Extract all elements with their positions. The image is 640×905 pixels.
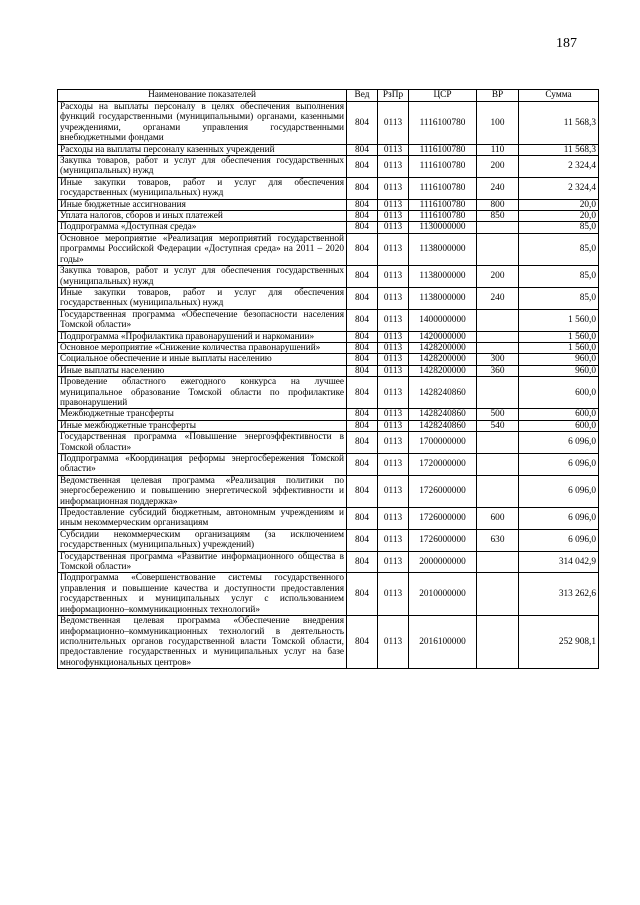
header-csr: ЦСР <box>409 90 477 102</box>
row-rzpr-cell: 0113 <box>378 177 409 199</box>
row-name-cell: Субсидии некоммерческим организациям (за исключением государственных (муниципальных) учреждений) <box>58 529 347 551</box>
table-row <box>58 529 599 551</box>
row-rzpr-cell: 0113 <box>378 475 409 507</box>
row-vr-cell: 850 <box>477 211 519 222</box>
row-name-cell: Государственная программа «Обеспечение безопасности населения Томской области» <box>58 309 347 331</box>
row-rzpr-cell: 0113 <box>378 211 409 222</box>
row-vr-cell <box>477 377 519 409</box>
row-vr-cell <box>477 573 519 616</box>
row-sum-cell: 85,0 <box>519 222 599 233</box>
row-rzpr-cell: 0113 <box>378 616 409 669</box>
row-rzpr-cell: 0113 <box>378 508 409 530</box>
row-vr-cell <box>477 342 519 353</box>
row-ved-cell: 804 <box>347 222 378 233</box>
row-name-cell: Межбюджетные трансферты <box>58 409 347 420</box>
row-rzpr-cell: 0113 <box>378 529 409 551</box>
row-ved-cell: 804 <box>347 177 378 199</box>
row-vr-cell <box>477 616 519 669</box>
table-row <box>58 354 599 365</box>
row-vr-cell: 300 <box>477 354 519 365</box>
row-rzpr-cell: 0113 <box>378 365 409 376</box>
row-name-cell: Иные бюджетные ассигнования <box>58 199 347 210</box>
row-sum-cell: 6 096,0 <box>519 432 599 454</box>
row-sum-cell: 252 908,1 <box>519 616 599 669</box>
row-sum-cell: 11 568,3 <box>519 144 599 155</box>
row-name-cell: Основное мероприятие «Снижение количества правонарушений» <box>58 342 347 353</box>
row-rzpr-cell: 0113 <box>378 199 409 210</box>
row-name-cell: Закупка товаров, работ и услуг для обеспечения государственных (муниципальных) нужд <box>58 156 347 178</box>
row-sum-cell: 20,0 <box>519 199 599 210</box>
row-name-cell: Предоставление субсидий бюджетным, автономным учреждениям и иным некоммерческим организациям <box>58 508 347 530</box>
row-csr-cell: 1130000000 <box>409 222 477 233</box>
row-sum-cell: 600,0 <box>519 420 599 431</box>
row-rzpr-cell: 0113 <box>378 342 409 353</box>
row-csr-cell: 1116100780 <box>409 156 477 178</box>
row-csr-cell: 1138000000 <box>409 266 477 288</box>
row-vr-cell <box>477 475 519 507</box>
table-row <box>58 102 599 145</box>
row-rzpr-cell: 0113 <box>378 331 409 342</box>
row-rzpr-cell: 0113 <box>378 287 409 309</box>
row-ved-cell: 804 <box>347 354 378 365</box>
row-name-cell: Основное мероприятие «Реализация мероприятий государственной программы Российской Федерации «Доступная среда» на 2011 – 2020 годы» <box>58 233 347 265</box>
row-vr-cell: 360 <box>477 365 519 376</box>
row-ved-cell: 804 <box>347 529 378 551</box>
row-vr-cell: 110 <box>477 144 519 155</box>
row-vr-cell: 240 <box>477 177 519 199</box>
row-name-cell: Ведомственная целевая программа «Реализация политики по энергосбережению и повышению энергетической эффективности и информационная поддержка» <box>58 475 347 507</box>
table-row <box>58 266 599 288</box>
row-sum-cell: 11 568,3 <box>519 102 599 145</box>
row-sum-cell: 6 096,0 <box>519 475 599 507</box>
row-vr-cell <box>477 222 519 233</box>
row-name-cell: Иные закупки товаров, работ и услуг для обеспечения государственных (муниципальных) нужд <box>58 177 347 199</box>
row-rzpr-cell: 0113 <box>378 454 409 476</box>
row-csr-cell: 1116100780 <box>409 211 477 222</box>
row-name-cell: Закупка товаров, работ и услуг для обеспечения государственных (муниципальных) нужд <box>58 266 347 288</box>
row-ved-cell: 804 <box>347 377 378 409</box>
row-vr-cell: 200 <box>477 156 519 178</box>
header-name: Наименование показателей <box>58 90 347 102</box>
row-ved-cell: 804 <box>347 199 378 210</box>
row-name-cell: Государственная программа «Развитие информационного общества в Томской области» <box>58 551 347 573</box>
row-name-cell: Подпрограмма «Доступная среда» <box>58 222 347 233</box>
row-vr-cell: 500 <box>477 409 519 420</box>
row-csr-cell: 1400000000 <box>409 309 477 331</box>
row-ved-cell: 804 <box>347 102 378 145</box>
row-vr-cell: 200 <box>477 266 519 288</box>
table-row <box>58 177 599 199</box>
row-vr-cell <box>477 233 519 265</box>
table-row <box>58 199 599 210</box>
row-ved-cell: 804 <box>347 432 378 454</box>
row-name-cell: Подпрограмма «Совершенствование системы государственного управления и повышение качества и доступности предоставления государственных и муниципальных услуг с использованием информационно–коммуникационных технологий» <box>58 573 347 616</box>
row-ved-cell: 804 <box>347 551 378 573</box>
row-rzpr-cell: 0113 <box>378 354 409 365</box>
table-row <box>58 573 599 616</box>
row-ved-cell: 804 <box>347 365 378 376</box>
row-ved-cell: 804 <box>347 420 378 431</box>
row-rzpr-cell: 0113 <box>378 222 409 233</box>
table-row <box>58 309 599 331</box>
row-csr-cell: 1726000000 <box>409 475 477 507</box>
row-name-cell: Иные межбюджетные трансферты <box>58 420 347 431</box>
row-csr-cell: 1428240860 <box>409 377 477 409</box>
table-row <box>58 508 599 530</box>
row-ved-cell: 804 <box>347 156 378 178</box>
table-row <box>58 144 599 155</box>
row-vr-cell: 100 <box>477 102 519 145</box>
row-ved-cell: 804 <box>347 454 378 476</box>
row-csr-cell: 1428200000 <box>409 342 477 353</box>
table-row <box>58 222 599 233</box>
row-csr-cell: 1138000000 <box>409 233 477 265</box>
table-row <box>58 420 599 431</box>
table-row <box>58 342 599 353</box>
table-row <box>58 287 599 309</box>
row-csr-cell: 1726000000 <box>409 529 477 551</box>
row-name-cell: Иные выплаты населению <box>58 365 347 376</box>
row-name-cell: Уплата налогов, сборов и иных платежей <box>58 211 347 222</box>
row-sum-cell: 600,0 <box>519 377 599 409</box>
row-csr-cell: 1116100780 <box>409 177 477 199</box>
row-vr-cell <box>477 454 519 476</box>
row-rzpr-cell: 0113 <box>378 309 409 331</box>
row-ved-cell: 804 <box>347 266 378 288</box>
row-sum-cell: 85,0 <box>519 266 599 288</box>
row-csr-cell: 1428240860 <box>409 409 477 420</box>
row-vr-cell: 240 <box>477 287 519 309</box>
row-rzpr-cell: 0113 <box>378 377 409 409</box>
row-vr-cell <box>477 551 519 573</box>
table-row <box>58 616 599 669</box>
row-sum-cell: 85,0 <box>519 233 599 265</box>
row-rzpr-cell: 0113 <box>378 551 409 573</box>
row-sum-cell: 6 096,0 <box>519 508 599 530</box>
table-row <box>58 475 599 507</box>
row-csr-cell: 1726000000 <box>409 508 477 530</box>
header-sum: Сумма <box>519 90 599 102</box>
row-sum-cell: 1 560,0 <box>519 331 599 342</box>
row-sum-cell: 1 560,0 <box>519 309 599 331</box>
row-vr-cell: 630 <box>477 529 519 551</box>
row-name-cell: Ведомственная целевая программа «Обеспечение внедрения информационно–коммуникационных технологий в деятельность исполнительных органов государственной власти Томской области, предоставление государственных и муниципальных услуг на базе многофункциональных центров» <box>58 616 347 669</box>
row-ved-cell: 804 <box>347 475 378 507</box>
table-row <box>58 156 599 178</box>
table-row <box>58 233 599 265</box>
table-row <box>58 551 599 573</box>
table-row <box>58 409 599 420</box>
row-csr-cell: 1116100780 <box>409 199 477 210</box>
row-ved-cell: 804 <box>347 573 378 616</box>
row-vr-cell: 600 <box>477 508 519 530</box>
row-csr-cell: 1720000000 <box>409 454 477 476</box>
row-sum-cell: 600,0 <box>519 409 599 420</box>
row-sum-cell: 2 324,4 <box>519 156 599 178</box>
row-vr-cell <box>477 309 519 331</box>
row-sum-cell: 20,0 <box>519 211 599 222</box>
row-rzpr-cell: 0113 <box>378 144 409 155</box>
row-csr-cell: 1116100780 <box>409 102 477 145</box>
row-csr-cell: 2010000000 <box>409 573 477 616</box>
table-row <box>58 454 599 476</box>
row-csr-cell: 1138000000 <box>409 287 477 309</box>
row-rzpr-cell: 0113 <box>378 102 409 145</box>
row-vr-cell <box>477 331 519 342</box>
header-rzpr: РзПр <box>378 90 409 102</box>
row-csr-cell: 1428240860 <box>409 420 477 431</box>
row-sum-cell: 314 042,9 <box>519 551 599 573</box>
table-header-row <box>58 90 599 102</box>
table-row <box>58 331 599 342</box>
row-ved-cell: 804 <box>347 508 378 530</box>
row-name-cell: Государственная программа «Повышение энергоэффективности в Томской области» <box>58 432 347 454</box>
row-ved-cell: 804 <box>347 331 378 342</box>
row-ved-cell: 804 <box>347 409 378 420</box>
row-name-cell: Расходы на выплаты персоналу казенных учреждений <box>58 144 347 155</box>
row-sum-cell: 1 560,0 <box>519 342 599 353</box>
row-rzpr-cell: 0113 <box>378 156 409 178</box>
row-csr-cell: 1700000000 <box>409 432 477 454</box>
table-row <box>58 377 599 409</box>
row-rzpr-cell: 0113 <box>378 432 409 454</box>
row-csr-cell: 1428200000 <box>409 354 477 365</box>
row-csr-cell: 1116100780 <box>409 144 477 155</box>
row-ved-cell: 804 <box>347 287 378 309</box>
row-rzpr-cell: 0113 <box>378 233 409 265</box>
row-sum-cell: 960,0 <box>519 354 599 365</box>
row-name-cell: Иные закупки товаров, работ и услуг для обеспечения государственных (муниципальных) нужд <box>58 287 347 309</box>
table-row <box>58 211 599 222</box>
row-sum-cell: 960,0 <box>519 365 599 376</box>
row-name-cell: Расходы на выплаты персоналу в целях обеспечения выполнения функций государственными (муниципальными) органами, казенными учреждениями, органами управления государственными внебюджетными фондами <box>58 102 347 145</box>
header-ved: Вед <box>347 90 378 102</box>
row-name-cell: Проведение областного ежегодного конкурса на лучшее муниципальное образование Томской области по профилактике правонарушений <box>58 377 347 409</box>
row-ved-cell: 804 <box>347 211 378 222</box>
row-sum-cell: 85,0 <box>519 287 599 309</box>
row-rzpr-cell: 0113 <box>378 266 409 288</box>
row-rzpr-cell: 0113 <box>378 409 409 420</box>
table-row <box>58 365 599 376</box>
row-sum-cell: 6 096,0 <box>519 454 599 476</box>
row-csr-cell: 1420000000 <box>409 331 477 342</box>
row-ved-cell: 804 <box>347 144 378 155</box>
row-ved-cell: 804 <box>347 342 378 353</box>
row-name-cell: Подпрограмма «Координация реформы энергосбережения Томской области» <box>58 454 347 476</box>
row-sum-cell: 2 324,4 <box>519 177 599 199</box>
row-rzpr-cell: 0113 <box>378 420 409 431</box>
row-rzpr-cell: 0113 <box>378 573 409 616</box>
row-name-cell: Социальное обеспечение и иные выплаты населению <box>58 354 347 365</box>
header-vr: ВР <box>477 90 519 102</box>
row-sum-cell: 313 262,6 <box>519 573 599 616</box>
row-vr-cell: 800 <box>477 199 519 210</box>
row-vr-cell <box>477 432 519 454</box>
row-csr-cell: 2016100000 <box>409 616 477 669</box>
row-ved-cell: 804 <box>347 616 378 669</box>
row-name-cell: Подпрограмма «Профилактика правонарушений и наркомании» <box>58 331 347 342</box>
budget-table <box>57 89 599 669</box>
row-sum-cell: 6 096,0 <box>519 529 599 551</box>
row-ved-cell: 804 <box>347 309 378 331</box>
table-row <box>58 432 599 454</box>
row-csr-cell: 1428200000 <box>409 365 477 376</box>
row-csr-cell: 2000000000 <box>409 551 477 573</box>
row-ved-cell: 804 <box>347 233 378 265</box>
row-vr-cell: 540 <box>477 420 519 431</box>
page-number: 187 <box>556 36 577 51</box>
